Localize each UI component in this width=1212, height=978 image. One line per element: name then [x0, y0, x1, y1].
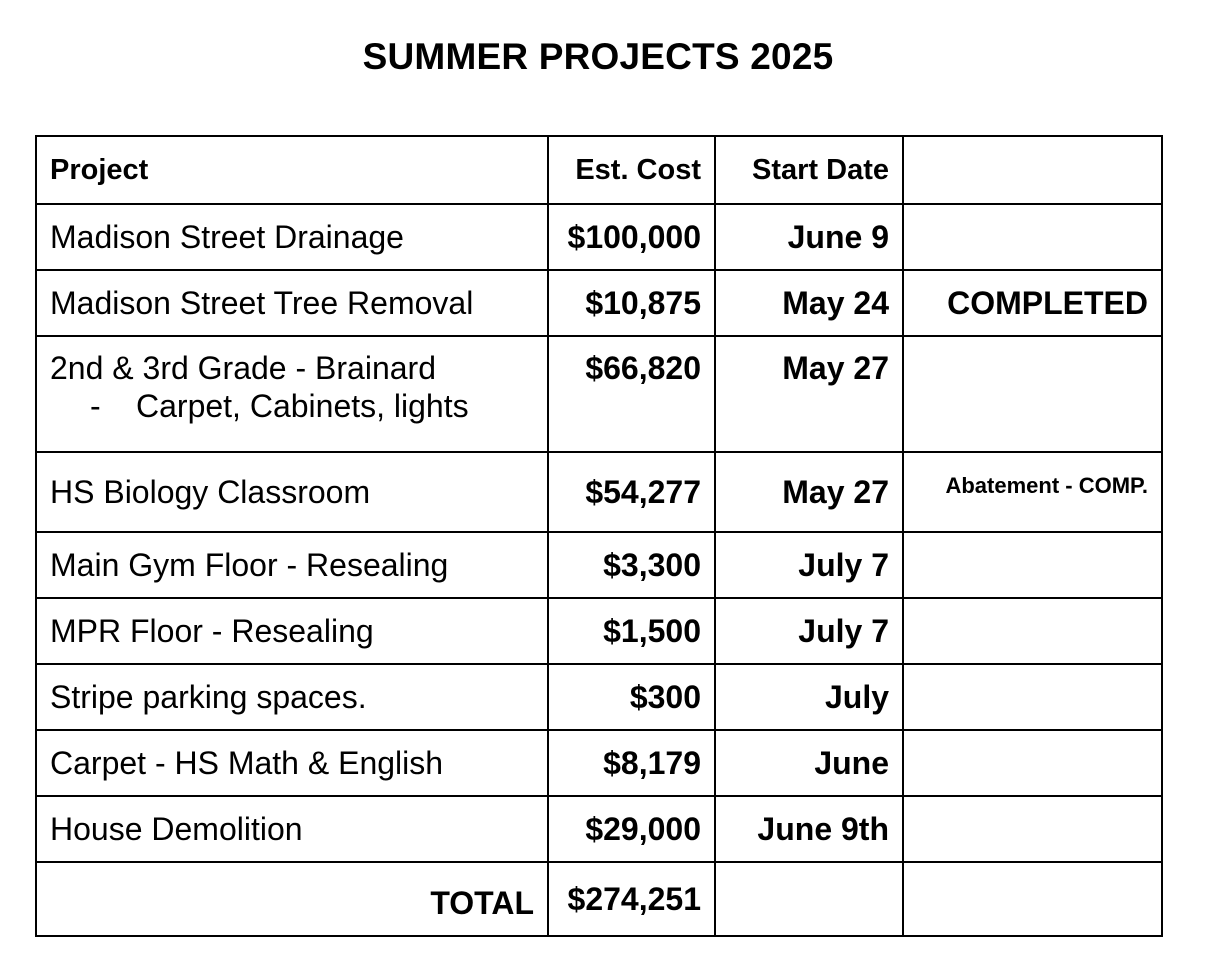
status-cell: [903, 664, 1162, 730]
est-cost: $54,277: [548, 452, 715, 532]
project-name: 2nd & 3rd Grade - Brainard: [50, 350, 436, 386]
est-cost: $3,300: [548, 532, 715, 598]
project-name: Madison Street Drainage: [36, 204, 548, 270]
status-cell: Abatement - COMP.: [903, 452, 1162, 532]
page-title: SUMMER PROJECTS 2025: [362, 36, 834, 77]
project-name: MPR Floor - Resealing: [36, 598, 548, 664]
header-start-date: Start Date: [715, 136, 903, 204]
start-date: July 7: [715, 598, 903, 664]
project-name: House Demolition: [36, 796, 548, 862]
table-row: [36, 796, 1162, 862]
status-cell: [903, 204, 1162, 270]
table-row: [36, 336, 1162, 452]
table-row: [36, 532, 1162, 598]
table-header-row: [36, 136, 1162, 204]
start-date: July 7: [715, 532, 903, 598]
total-row: [36, 862, 1162, 936]
est-cost: $100,000: [548, 204, 715, 270]
est-cost: $66,820: [548, 336, 715, 452]
total-cost: $274,251: [548, 862, 715, 936]
est-cost: $29,000: [548, 796, 715, 862]
est-cost: $1,500: [548, 598, 715, 664]
est-cost: $300: [548, 664, 715, 730]
status-cell: [903, 532, 1162, 598]
est-cost: $8,179: [548, 730, 715, 796]
project-subitem: [50, 387, 534, 425]
start-date: May 27: [715, 336, 903, 452]
start-date: June 9th: [715, 796, 903, 862]
total-date-cell: [715, 862, 903, 936]
header-project: Project: [36, 136, 548, 204]
start-date: June: [715, 730, 903, 796]
table-row: [36, 270, 1162, 336]
subitem-marker: -: [90, 388, 101, 424]
status-cell: [903, 336, 1162, 452]
table-row: [36, 730, 1162, 796]
header-est-cost: Est. Cost: [548, 136, 715, 204]
project-name: Madison Street Tree Removal: [36, 270, 548, 336]
table-row: [36, 598, 1162, 664]
status-cell: [903, 730, 1162, 796]
total-status-cell: [903, 862, 1162, 936]
project-name: Carpet - HS Math & English: [36, 730, 548, 796]
subitem-text: Carpet, Cabinets, lights: [136, 388, 469, 424]
status-cell: [903, 796, 1162, 862]
total-label: TOTAL: [36, 862, 548, 936]
header-status: [903, 136, 1162, 204]
start-date: July: [715, 664, 903, 730]
start-date: May 27: [715, 452, 903, 532]
table-row: [36, 664, 1162, 730]
table-row: [36, 204, 1162, 270]
status-cell: COMPLETED: [903, 270, 1162, 336]
table-row: [36, 452, 1162, 532]
start-date: June 9: [715, 204, 903, 270]
project-name: Stripe parking spaces.: [36, 664, 548, 730]
est-cost: $10,875: [548, 270, 715, 336]
start-date: May 24: [715, 270, 903, 336]
project-name: Main Gym Floor - Resealing: [36, 532, 548, 598]
status-cell: [903, 598, 1162, 664]
project-name: HS Biology Classroom: [36, 452, 548, 532]
projects-table: [35, 135, 1163, 937]
project-name-cell: [36, 336, 548, 452]
